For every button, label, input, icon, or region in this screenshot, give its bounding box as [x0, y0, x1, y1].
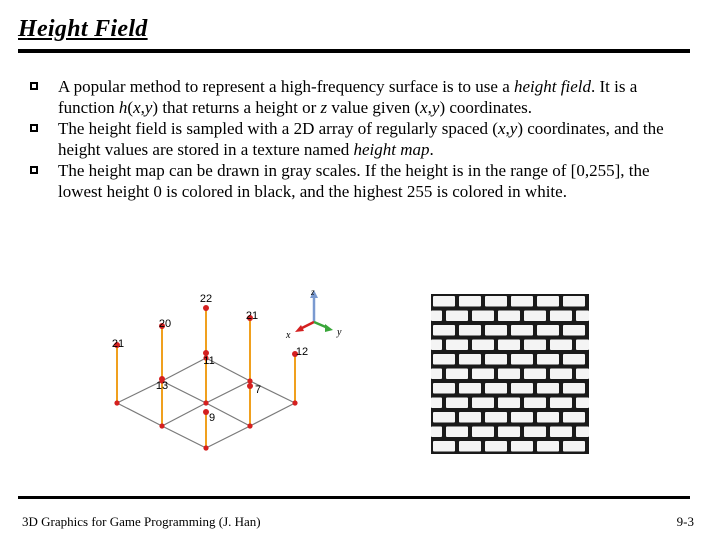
- y-axis-label: y: [337, 327, 342, 338]
- brick: [446, 340, 468, 351]
- base-point: [247, 423, 252, 428]
- height-value-label: 12: [295, 346, 309, 358]
- brick: [459, 383, 481, 394]
- brick: [431, 398, 442, 409]
- grid-edge: [162, 358, 206, 381]
- italic-term: z: [320, 98, 328, 117]
- italic-term: y: [509, 119, 518, 138]
- text-run: A popular method to represent a high-frequency surface is to use a: [58, 77, 515, 96]
- height-value-label: 9: [208, 412, 216, 424]
- brick: [511, 296, 533, 307]
- brick: [498, 311, 520, 322]
- base-point: [247, 378, 252, 383]
- brick: [472, 369, 494, 380]
- height-node: [203, 305, 209, 311]
- brick: [433, 325, 455, 336]
- height-value-label: 13: [155, 380, 169, 392]
- height-value-label: 21: [245, 310, 259, 322]
- brick: [498, 427, 520, 438]
- brick: [472, 311, 494, 322]
- brick: [563, 296, 585, 307]
- height-value-label: 22: [199, 293, 213, 305]
- brick: [524, 311, 546, 322]
- brick: [511, 441, 533, 452]
- italic-term: x: [133, 98, 141, 117]
- brick: [537, 383, 559, 394]
- italic-term: y: [144, 98, 153, 117]
- brick: [576, 340, 589, 351]
- text-run: ,: [505, 119, 510, 138]
- x-axis-arrow: [295, 325, 304, 332]
- brick: [459, 325, 481, 336]
- brick: [446, 398, 468, 409]
- brick: [537, 325, 559, 336]
- brick: [498, 369, 520, 380]
- brick: [459, 441, 481, 452]
- height-node: [247, 383, 253, 389]
- base-point: [292, 400, 297, 405]
- brick: [563, 354, 585, 365]
- brick: [433, 383, 455, 394]
- brick: [524, 398, 546, 409]
- brick: [485, 412, 507, 423]
- height-stems: [117, 308, 295, 448]
- brick: [431, 340, 442, 351]
- bullet-text: [58, 77, 637, 117]
- brick: [563, 441, 585, 452]
- brick: [524, 427, 546, 438]
- brick: [485, 296, 507, 307]
- brick: [563, 412, 585, 423]
- brick: [472, 340, 494, 351]
- brick: [576, 311, 589, 322]
- brick: [576, 427, 589, 438]
- square-bullet-icon: [30, 82, 38, 90]
- brick: [576, 369, 589, 380]
- bullet-item: [30, 160, 690, 202]
- brick: [511, 354, 533, 365]
- grid-edge: [250, 403, 295, 426]
- brick: [485, 383, 507, 394]
- brick: [433, 296, 455, 307]
- text-run: .: [429, 140, 434, 159]
- grid-edge: [162, 403, 206, 426]
- text-run: The height field is sampled with a 2D array of regularly spaced (: [58, 119, 498, 138]
- grid-edge: [206, 426, 250, 448]
- italic-term: x: [497, 119, 506, 138]
- base-point: [203, 445, 208, 450]
- height-value-label: 20: [158, 318, 172, 330]
- brick: [446, 369, 468, 380]
- brick: [433, 354, 455, 365]
- italic-term: y: [431, 98, 440, 117]
- footer-divider: [18, 496, 690, 499]
- brick: [431, 369, 442, 380]
- height-value-label: 21: [111, 338, 125, 350]
- brick: [472, 427, 494, 438]
- brick: [550, 427, 572, 438]
- text-run: ,: [427, 98, 432, 117]
- bullet-text: [58, 119, 664, 159]
- brick: [511, 412, 533, 423]
- text-run: . It is a function: [58, 77, 638, 117]
- coordinate-axes-icon: [280, 282, 350, 344]
- brick: [524, 369, 546, 380]
- brick: [433, 412, 455, 423]
- footer-course-title: 3D Graphics for Game Programming (J. Han): [22, 514, 261, 529]
- brick: [563, 383, 585, 394]
- brick: [459, 296, 481, 307]
- bullet-list: [30, 76, 690, 202]
- grid-edge: [162, 381, 206, 403]
- z-axis-label: z: [311, 287, 315, 297]
- italic-term: h: [118, 98, 128, 117]
- brick: [511, 383, 533, 394]
- x-axis-label: x: [286, 330, 291, 341]
- page-number: 9-3: [676, 514, 694, 529]
- grid-edge: [162, 426, 206, 448]
- base-point: [159, 423, 164, 428]
- text-run: The height map can be drawn in gray scales. If the height is in the range of [0,255], the lowest height 0 is colored in black, and the highest 255 is colored in white.: [58, 161, 650, 201]
- brick: [431, 427, 442, 438]
- grid-edge: [117, 403, 162, 426]
- title-divider: [18, 49, 690, 53]
- text-run: value given (: [327, 98, 421, 117]
- brick: [511, 325, 533, 336]
- base-point: [114, 400, 119, 405]
- brick-height-map-image: [431, 294, 589, 454]
- brick: [446, 311, 468, 322]
- brick: [537, 354, 559, 365]
- height-value-label: 11: [203, 355, 215, 367]
- brick: [446, 427, 468, 438]
- bullet-item: [30, 76, 690, 118]
- brick: [550, 369, 572, 380]
- brick: [576, 398, 589, 409]
- slide-title: Height Field: [18, 16, 148, 42]
- brick: [563, 325, 585, 336]
- brick: [485, 441, 507, 452]
- brick: [459, 412, 481, 423]
- y-axis-arrow: [325, 324, 333, 332]
- brick: [498, 340, 520, 351]
- height-value-label: 7: [254, 384, 262, 396]
- grid-edge: [206, 381, 250, 403]
- brick: [431, 311, 442, 322]
- height-labels: [112, 293, 308, 424]
- brick: [537, 296, 559, 307]
- brick: [485, 325, 507, 336]
- square-bullet-icon: [30, 124, 38, 132]
- italic-term: x: [420, 98, 428, 117]
- brick: [550, 311, 572, 322]
- brick: [537, 412, 559, 423]
- bullet-item: [30, 118, 690, 160]
- text-run: ) coordinates, and the height values are stored in a texture named: [58, 119, 664, 159]
- brick: [550, 398, 572, 409]
- brick: [485, 354, 507, 365]
- brick: [537, 441, 559, 452]
- italic-term: height field: [514, 77, 591, 96]
- text-run: ,: [140, 98, 145, 117]
- brick: [433, 441, 455, 452]
- brick: [472, 398, 494, 409]
- brick: [498, 398, 520, 409]
- text-run: ) that returns a height or: [152, 98, 321, 117]
- base-point: [203, 400, 208, 405]
- brick: [459, 354, 481, 365]
- bullet-text: [58, 161, 650, 201]
- brick: [524, 340, 546, 351]
- square-bullet-icon: [30, 166, 38, 174]
- italic-term: height map: [353, 140, 430, 159]
- text-run: ) coordinates.: [439, 98, 532, 117]
- text-run: (: [127, 98, 134, 117]
- brick: [550, 340, 572, 351]
